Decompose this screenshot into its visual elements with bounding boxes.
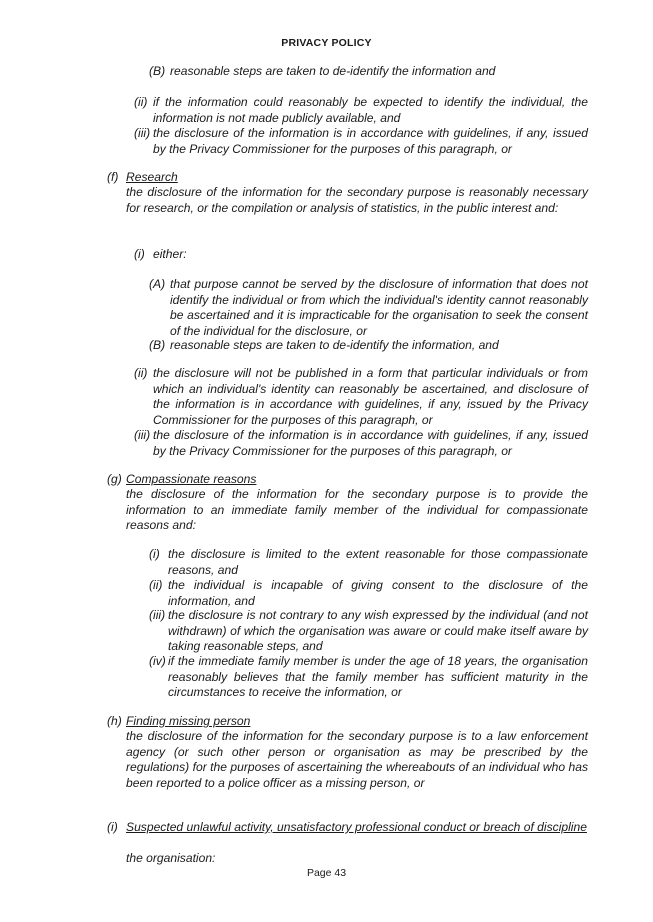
item-marker: (iii) (149, 608, 166, 622)
item-marker: (B) (149, 338, 166, 352)
item-marker: (B) (149, 64, 166, 78)
page-number: Page 43 (306, 867, 347, 879)
section-g-body: the disclosure of the information for the secondary purpose is to provide the information to an immediate family member of the individual for compassionate reasons and: (126, 487, 588, 533)
section-heading-suspected-unlawful-activity: Suspected unlawful activity, unsatisfactory professional conduct or breach of discipline (126, 820, 587, 834)
f-b-text: reasonable steps are taken to de-identify the information, and (170, 338, 499, 352)
item-marker: (ii) (149, 578, 163, 592)
g-iv-text: if the immediate family member is under the age of 18 years, the organisation reasonably believes that the family member has sufficient maturity in the circumstances to receive the information, or (168, 654, 588, 700)
item-marker: (ii) (134, 95, 148, 109)
f-ii-text: the disclosure will not be published in a form that particular individuals or from which an individual's identity can reasonably be ascertained, and disclosure of the information is in accordance with guidelines, if any, issued by the Privacy Commissioner for the purposes of this paragraph, or (153, 366, 588, 427)
f-a-text: that purpose cannot be served by the disclosure of information that does not identify the individual or from which the individual's identity cannot reasonably be ascertained and it is impracticable for the organisation to seek the consent of the individual for the disclosure, or (170, 277, 588, 338)
item-marker: (ii) (134, 366, 148, 380)
item-marker: (i) (134, 247, 145, 261)
section-f-body: the disclosure of the information for the secondary purpose is reasonably necessary for research, or the compilation or analysis of statistics, in the public interest and: (126, 185, 588, 215)
section-heading-finding-missing-person: Finding missing person (126, 714, 251, 728)
item-marker: (iii) (134, 126, 151, 140)
top-iii-text: the disclosure of the information is in accordance with guidelines, if any, issued by the Privacy Commissioner for the purposes of this paragraph, or (153, 126, 588, 156)
top-ii-text: if the information could reasonably be expected to identify the individual, the information is not made publicly available, and (153, 95, 588, 125)
section-i-body: the organisation: (126, 851, 216, 865)
section-marker: (h) (107, 714, 122, 728)
section-heading-compassionate-reasons: Compassionate reasons (126, 472, 257, 486)
g-ii-text: the individual is incapable of giving consent to the disclosure of the information, and (168, 578, 588, 608)
section-marker: (f) (107, 170, 119, 184)
item-marker: (i) (149, 547, 160, 561)
section-marker: (g) (107, 472, 122, 486)
g-i-text: the disclosure is limited to the extent reasonable for those compassionate reasons, and (168, 547, 588, 577)
section-marker: (i) (107, 820, 118, 834)
item-marker: (iii) (134, 428, 151, 442)
section-h-body: the disclosure of the information for the secondary purpose is to a law enforcement agency (or such other person or organisation as may be prescribed by the regulations) for the purposes of ascertaining the whereabouts of an individual who has been reported to a police officer as a missing person, or (126, 729, 588, 790)
top-b-text: reasonable steps are taken to de-identify the information and (170, 64, 496, 78)
f-i-text: either: (153, 247, 187, 261)
f-iii-text: the disclosure of the information is in accordance with guidelines, if any, issued by the Privacy Commissioner for the purposes of this paragraph, or (153, 428, 588, 458)
section-heading-research: Research (126, 170, 178, 184)
g-iii-text: the disclosure is not contrary to any wish expressed by the individual (and not withdrawn) of which the organisation was aware or could make itself aware by taking reasonable steps, and (168, 608, 588, 654)
item-marker: (iv) (149, 654, 166, 668)
item-marker: (A) (149, 277, 166, 291)
page-header-title: PRIVACY POLICY (281, 37, 372, 49)
